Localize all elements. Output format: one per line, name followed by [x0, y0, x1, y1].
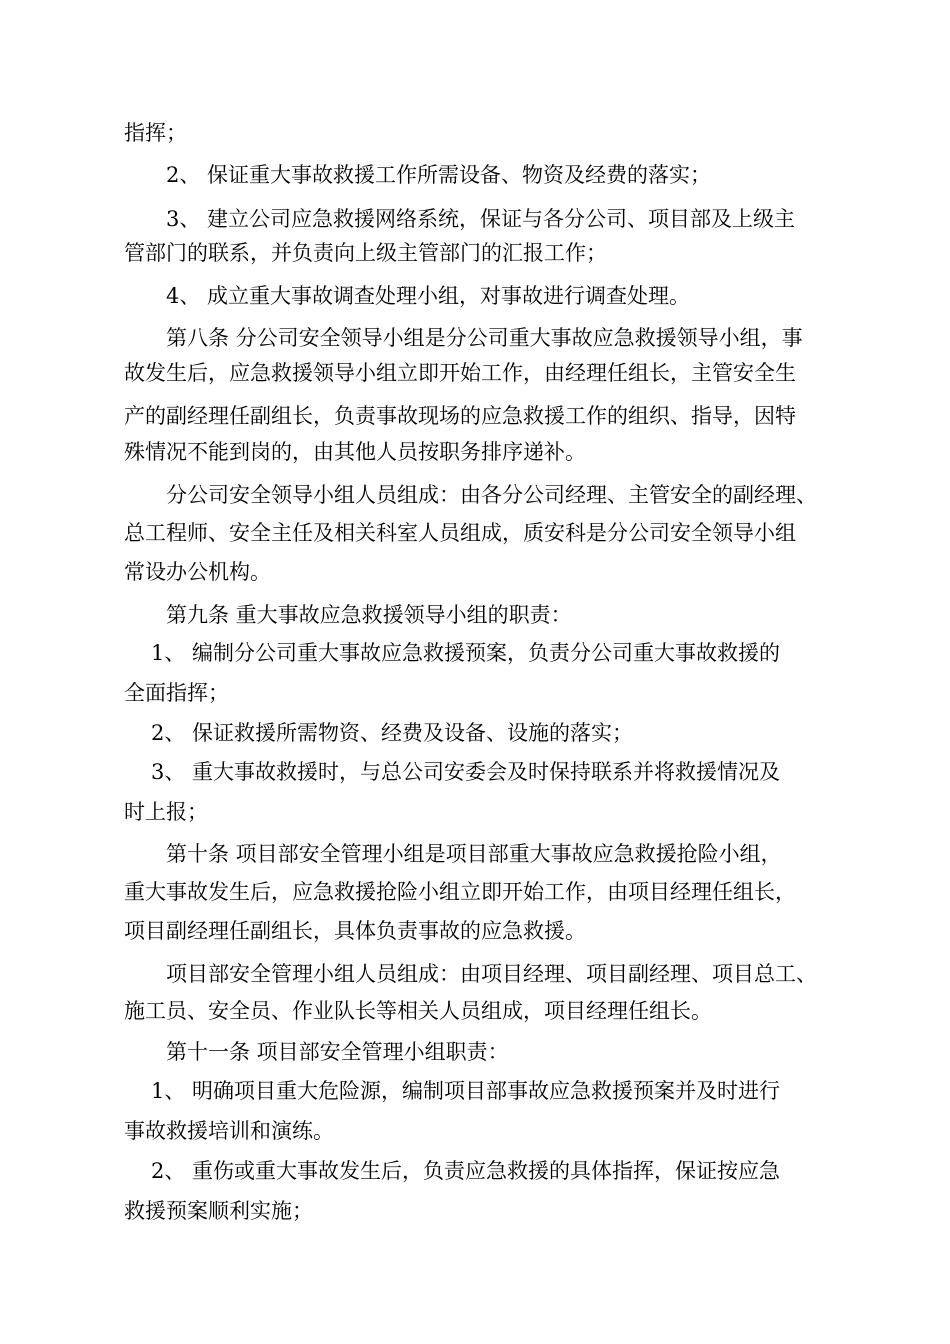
text-line: 指挥； — [124, 121, 187, 145]
text-line: 施工员、安全员、作业队长等相关人员组成，项目经理任组长。 — [124, 999, 712, 1023]
text-line: 殊情况不能到岗的，由其他人员按职务排序递补。 — [124, 440, 586, 464]
text-line: 总工程师、安全主任及相关科室人员组成，质安科是分公司安全领导小组 — [124, 521, 796, 545]
text-line: 分公司安全领导小组人员组成：由各分公司经理、主管安全的副经理、 — [166, 483, 817, 507]
text-line: 项目副经理任副组长，具体负责事故的应急救援。 — [124, 919, 586, 943]
text-line: 全面指挥； — [124, 681, 229, 705]
text-line: 3、 建立公司应急救援网络系统，保证与各分公司、项目部及上级主 — [166, 207, 796, 231]
text-line: 救援预案顺利实施； — [124, 1199, 313, 1223]
text-line: 2、 重伤或重大事故发生后，负责应急救援的具体指挥，保证按应急 — [151, 1159, 781, 1183]
text-line: 第八条 分公司安全领导小组是分公司重大事故应急救援领导小组，事 — [166, 326, 803, 350]
text-line: 2、 保证重大事故救援工作所需设备、物资及经费的落实； — [166, 163, 712, 187]
text-line: 3、 重大事故救援时，与总公司安委会及时保持联系并将救援情况及 — [151, 760, 781, 784]
text-line: 管部门的联系，并负责向上级主管部门的汇报工作； — [124, 241, 607, 265]
text-line: 第九条 重大事故应急救援领导小组的职责： — [166, 603, 572, 627]
text-line: 时上报； — [124, 800, 208, 824]
text-line: 常设办公机构。 — [124, 560, 271, 584]
text-line: 产的副经理任副组长，负责事故现场的应急救援工作的组织、指导，因特 — [124, 404, 796, 428]
text-line: 1、 明确项目重大危险源，编制项目部事故应急救援预案并及时进行 — [151, 1079, 781, 1103]
text-line: 重大事故发生后，应急救援抢险小组立即开始工作，由项目经理任组长， — [124, 880, 796, 904]
text-line: 故发生后，应急救援领导小组立即开始工作，由经理任组长，主管安全生 — [124, 361, 796, 385]
text-line: 第十条 项目部安全管理小组是项目部重大事故应急救援抢险小组， — [166, 842, 782, 866]
text-line: 第十一条 项目部安全管理小组职责： — [166, 1040, 509, 1064]
text-line: 2、 保证救援所需物资、经费及设备、设施的落实； — [151, 721, 634, 745]
text-line: 1、 编制分公司重大事故应急救援预案，负责分公司重大事故救援的 — [151, 641, 781, 665]
text-line: 事故救援培训和演练。 — [124, 1119, 334, 1143]
text-line: 4、 成立重大事故调查处理小组，对事故进行调查处理。 — [166, 284, 691, 308]
text-line: 项目部安全管理小组人员组成：由项目经理、项目副经理、项目总工、 — [166, 962, 817, 986]
